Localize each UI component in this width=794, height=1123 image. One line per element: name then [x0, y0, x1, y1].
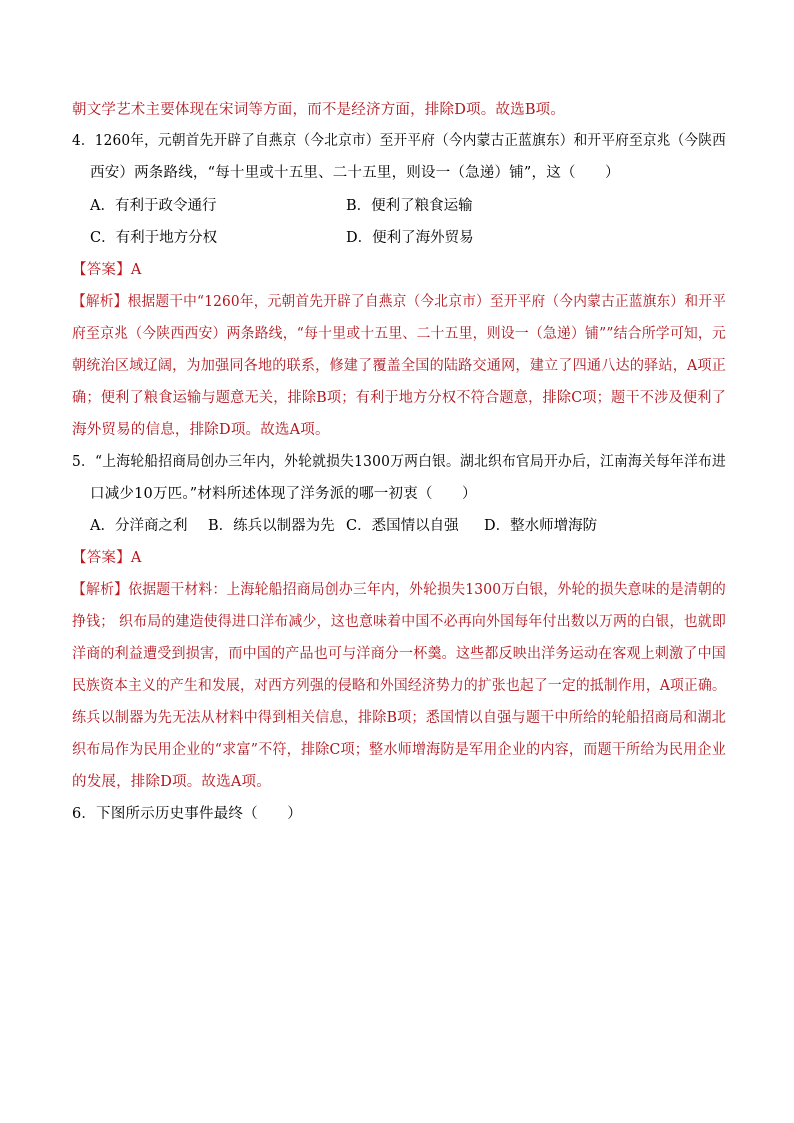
q5-analysis-line1 [72, 580, 726, 600]
q4-option-b: B．便利了粮食运输 [346, 198, 473, 214]
q4-analysis-line4: 确；便利了粮食运输与题意无关，排除B项；有利于地方分权不符合题意，排除C项；题干不涉及便利了 [72, 390, 726, 406]
q5-analysis-line6: 织布局作为民用企业的“求富”不符，排除C项；整水师增海防是军用企业的内容，而题干所给为民用企业 [72, 742, 727, 758]
q4-analysis-tag: 【解析】 [72, 294, 128, 310]
q5-analysis-line2: 挣钱； 织布局的建造使得进口洋布减少，这也意味着中国不必再向外国每年付出数以万两的白银，也就即 [72, 614, 726, 630]
q4-stem-line1: 4．1260年，元朝首先开辟了自燕京（今北京市）至开平府（今内蒙古正蓝旗东）和开平府至京兆（今陕西 [72, 133, 726, 149]
q4-option-d: D．便利了海外贸易 [346, 230, 474, 246]
q5-analysis-text-1: 依据题干材料：上海轮船招商局创办三年内，外轮损失1300万白银，外轮的损失意味的是清朝的 [128, 582, 726, 598]
q4-analysis-text-1: 根据题干中“1260年，元朝首先开辟了自燕京（今北京市）至开平府（今内蒙古正蓝旗东）和开平 [127, 294, 726, 310]
q4-answer-tag: 【答案】 [72, 262, 131, 278]
q5-stem-line1: 5．“上海轮船招商局创办三年内，外轮就损失1300万两白银。湖北织布官局开办后，江南海关每年洋布进 [72, 454, 727, 470]
q4-option-c: C．有利于地方分权 [90, 230, 218, 246]
q5-option-a: A．分洋商之利 [90, 518, 188, 534]
q4-answer [72, 260, 141, 280]
q5-option-b: B．练兵以制器为先 [208, 518, 335, 534]
q5-option-c: C．悉国情以自强 [346, 518, 459, 534]
q4-analysis-line2: 府至京兆（今陕西西安）两条路线，“每十里或十五里、二十五里，则设一（急递）铺””结合所学可知，元 [72, 326, 727, 342]
q5-analysis-tag: 【解析】 [72, 582, 129, 598]
q5-answer-tag: 【答案】 [72, 550, 131, 566]
q5-answer-value: A [130, 550, 142, 566]
q5-analysis-line4: 民族资本主义的产生和发展，对西方列强的侵略和外国经济势力的扩张也起了一定的抵制作用，A项正确。 [72, 678, 726, 694]
q5-analysis-line5: 练兵以制器为先无法从材料中得到相关信息，排除B项；悉国情以自强与题干中所给的轮船招商局和湖北 [72, 710, 727, 726]
q6-stem: 6．下图所示历史事件最终（ ） [72, 806, 302, 822]
q5-analysis-line3: 洋商的利益遭受到损害，而中国的产品也可与洋商分一杯羹。这些都反映出洋务运动在客观上刺激了中国 [72, 646, 727, 662]
q5-option-d: D．整水师增海防 [484, 518, 598, 534]
q5-analysis-line7: 的发展，排除D项。故选A项。 [72, 774, 271, 790]
q4-analysis-line5: 海外贸易的信息，排除D项。故选A项。 [72, 422, 330, 438]
q4-analysis-line1 [72, 292, 726, 312]
q4-analysis-line3: 朝统治区域辽阔，为加强同各地的联系，修建了覆盖全国的陆路交通网，建立了四通八达的驿站，A项正 [72, 358, 727, 374]
continuation-line: 朝文学艺术主要体现在宋词等方面，而不是经济方面，排除D项。故选B项。 [72, 102, 566, 118]
q5-stem-line2: 口减少10万匹。”材料所述体现了洋务派的哪一初衷（ ） [90, 486, 477, 502]
q4-option-a: A．有利于政令通行 [90, 198, 217, 214]
q4-answer-value: A [130, 262, 142, 278]
q4-stem-line2: 西安）两条路线，“每十里或十五里、二十五里，则设一（急递）铺”，这（ ） [90, 165, 620, 181]
q5-answer [72, 548, 141, 568]
